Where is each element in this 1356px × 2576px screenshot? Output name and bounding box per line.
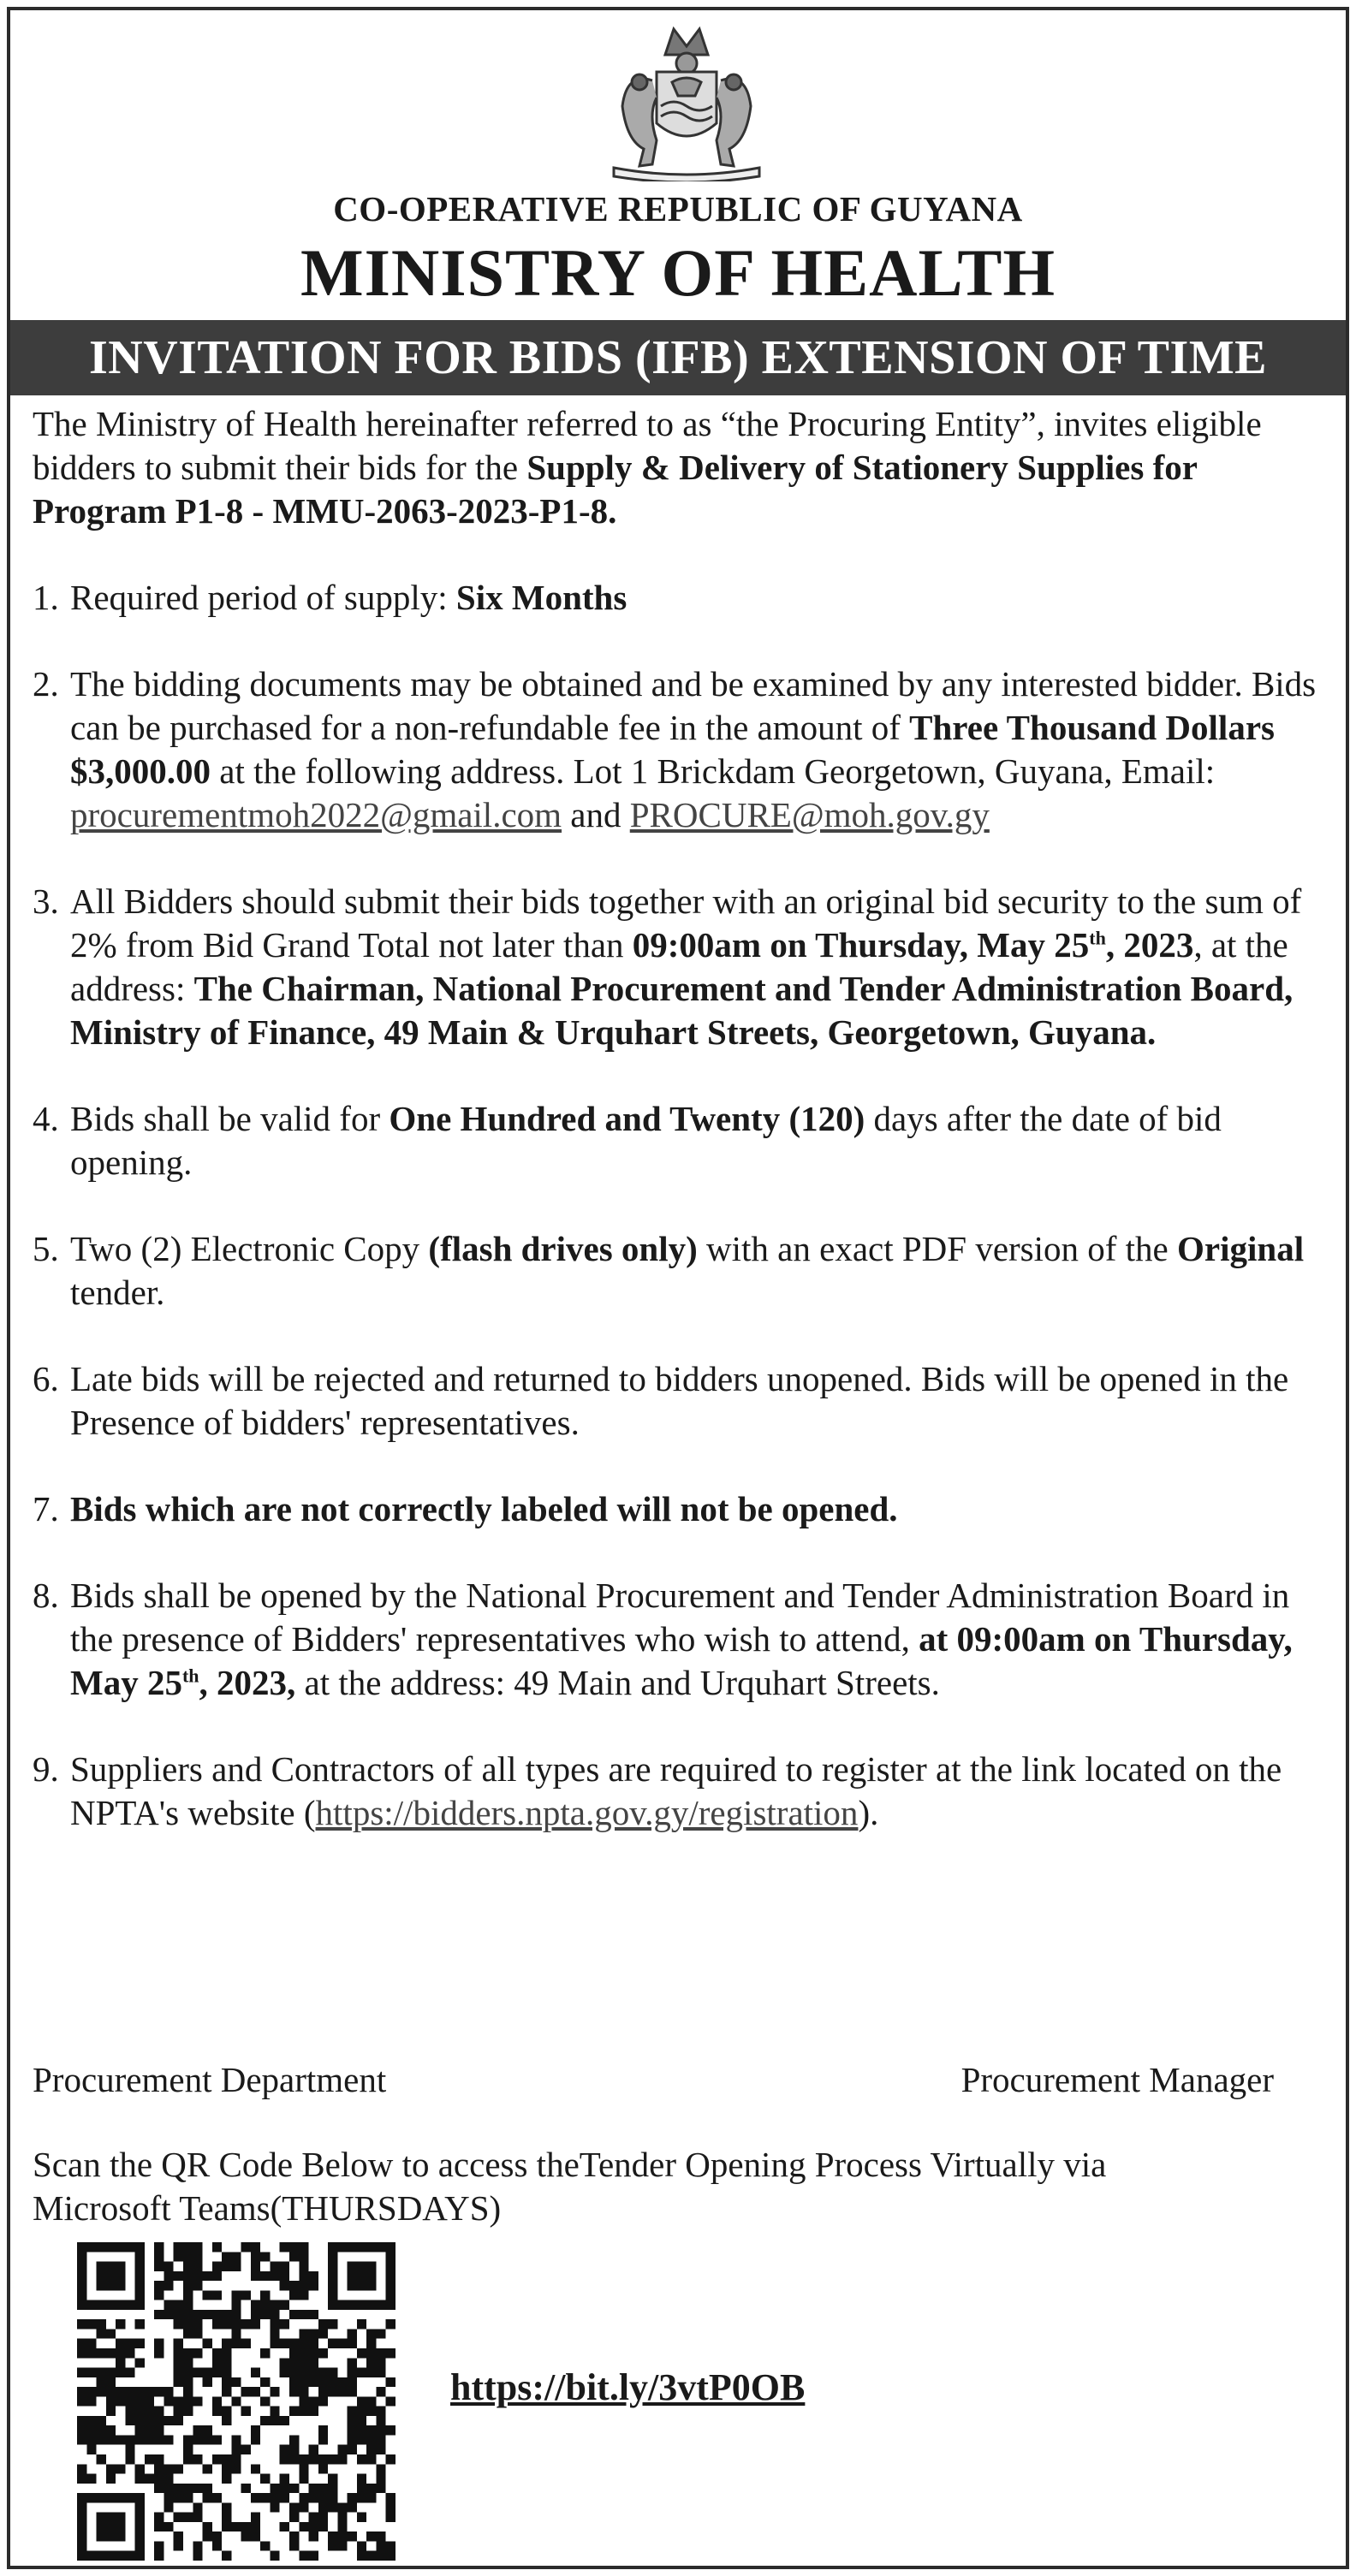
notice-body <box>33 402 1334 1878</box>
opening-year: , 2023, <box>199 1663 296 1702</box>
procurement-manager-label: Procurement Manager <box>960 2060 1274 2099</box>
bid-fee: Three Thousand Dollars $3,000.00 <box>70 708 1275 791</box>
item-number: 7. <box>33 1489 59 1528</box>
date-suffix: th <box>181 1665 199 1687</box>
item-text <box>70 1227 1334 1315</box>
item-1-text: Required period of supply: <box>70 578 456 617</box>
item-text <box>70 576 1334 620</box>
item-number: 8. <box>33 1576 59 1615</box>
date-suffix: th <box>1089 927 1106 949</box>
item-3-address-label: , at the address: <box>70 925 1288 1008</box>
item-9-text-end: ). <box>858 1793 879 1832</box>
list-item <box>33 1574 1334 1705</box>
original-label: Original <box>1177 1229 1305 1268</box>
item-5-text: Two (2) Electronic Copy <box>70 1229 429 1268</box>
item-9-text: Suppliers and Contractors of all types are required to register at the link located on the NPTA's website ( <box>70 1749 1282 1832</box>
ministry-title: MINISTRY OF HEALTH <box>300 235 1056 310</box>
item-4-text-end: days after the date of bid opening. <box>70 1099 1222 1182</box>
item-number: 9. <box>33 1749 59 1789</box>
list-item <box>33 880 1334 1054</box>
labeling-warning: Bids which are not correctly labeled will not be opened. <box>70 1489 898 1528</box>
teams-link[interactable]: https://bit.ly/3vtP0OB <box>450 2366 806 2408</box>
qr-instructions: Scan the QR Code Below to access theTender Opening Process Virtually via Microsoft Teams(THURSDAYS) <box>33 2145 1107 2228</box>
item-number: 4. <box>33 1099 59 1138</box>
procurement-department-label: Procurement Department <box>33 2060 387 2099</box>
item-number: 6. <box>33 1359 59 1398</box>
submission-year: , 2023 <box>1105 925 1194 965</box>
email-link-procure[interactable]: PROCURE@moh.gov.gy <box>629 795 990 834</box>
intro-project: Supply & Delivery of Stationery Supplies for Program P1-8 - MMU-2063-2023-P1-8. <box>33 448 1198 531</box>
guyana-coat-of-arms-icon <box>605 21 768 181</box>
intro-paragraph <box>33 402 1334 533</box>
item-8-address: at the address: 49 Main and Urquhart Streets. <box>295 1663 940 1702</box>
list-item <box>33 576 1334 620</box>
list-item <box>33 1227 1334 1315</box>
tender-notice <box>7 7 1349 2569</box>
republic-heading: CO-OPERATIVE REPUBLIC OF GUYANA <box>333 189 1023 229</box>
item-text <box>70 1748 1334 1835</box>
submission-address: The Chairman, National Procurement and Tender Administration Board, Ministry of Finance, 49 Main & Urquhart Streets, Georgetown, Guyana. <box>70 969 1294 1052</box>
item-text <box>70 1574 1334 1705</box>
signature-row <box>33 2059 1274 2100</box>
item-number: 3. <box>33 881 59 921</box>
list-item <box>33 1097 1334 1184</box>
list-item <box>33 1748 1334 1835</box>
qr-code-icon[interactable] <box>77 2242 396 2561</box>
item-text <box>70 662 1334 837</box>
supply-period: Six Months <box>455 578 627 617</box>
item-text <box>70 1097 1334 1184</box>
item-5-text-end: tender. <box>70 1273 165 1312</box>
validity-period: One Hundred and Twenty (120) <box>389 1099 865 1138</box>
opening-time: at 09:00am on Thursday, May 25 <box>70 1619 1293 1702</box>
item-2-text: The bidding documents may be obtained and be examined by any interested bidder. Bids can be purchased for a non-refundable fee in the amount of <box>70 664 1317 747</box>
item-number: 5. <box>33 1229 59 1268</box>
email-link-procurementmoh[interactable]: procurementmoh2022@gmail.com <box>70 795 562 834</box>
item-4-text: Bids shall be valid for <box>70 1099 390 1138</box>
list-item <box>33 662 1334 837</box>
item-8-text: Bids shall be opened by the National Procurement and Tender Administration Board in the presence of Bidders' representatives who wish to attend, <box>70 1576 1290 1659</box>
flash-drives-note: (flash drives only) <box>428 1229 698 1268</box>
list-item <box>33 1487 1334 1531</box>
item-5-text-mid: with an exact PDF version of the <box>697 1229 1178 1268</box>
submission-deadline: 09:00am on Thursday, May 25 <box>632 925 1090 965</box>
item-text <box>70 880 1334 1054</box>
item-2-conjunction: and <box>562 795 630 834</box>
item-number: 1. <box>33 578 59 617</box>
intro-text: The Ministry of Health hereinafter referred to as “the Procuring Entity”, invites eligible bidders to submit their bids for the <box>33 404 1262 487</box>
item-number: 2. <box>33 664 59 703</box>
list-item <box>33 1357 1334 1445</box>
ifb-banner: INVITATION FOR BIDS (IFB) EXTENSION OF TIME <box>10 320 1346 395</box>
item-3-text: All Bidders should submit their bids together with an original bid security to the sum of 2% from Bid Grand Total not later than <box>70 881 1302 965</box>
item-text: Late bids will be rejected and returned to bidders unopened. Bids will be opened in the Presence of bidders' representatives. <box>70 1359 1289 1442</box>
item-2-address: at the following address. Lot 1 Brickdam Georgetown, Guyana, Email: <box>211 751 1216 791</box>
npta-registration-link[interactable]: https://bidders.npta.gov.gy/registration <box>315 1793 859 1832</box>
